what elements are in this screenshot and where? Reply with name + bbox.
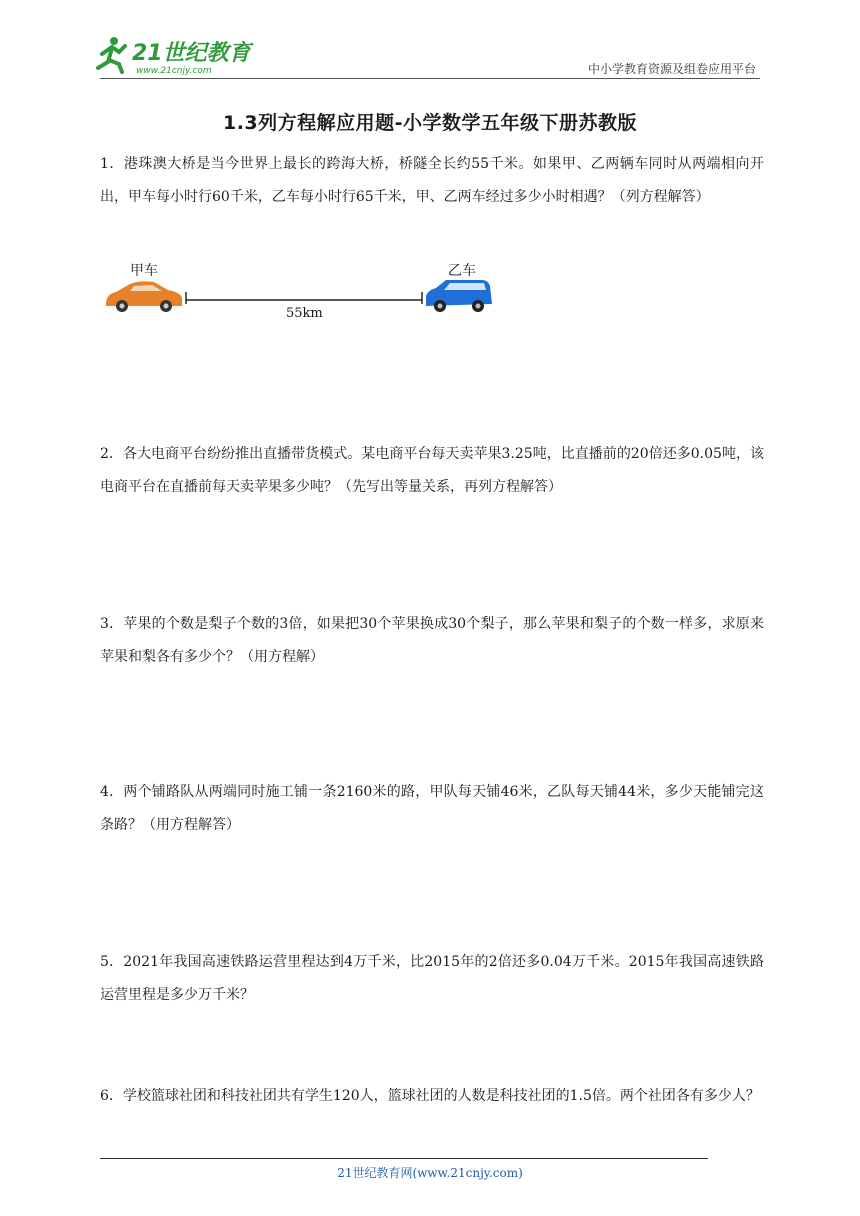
footer-divider: [100, 1158, 708, 1159]
blue-car-icon: [426, 280, 492, 312]
svg-text:21世纪教育: 21世纪教育: [132, 41, 251, 66]
question-3: 3．苹果的个数是梨子个数的3倍，如果把30个苹果换成30个梨子，那么苹果和梨子的个数一样多，求原来苹果和梨各有多少个？（用方程解）: [100, 616, 764, 665]
question-4: 4．两个铺路队从两端同时施工铺一条2160米的路，甲队每天铺46米，乙队每天铺44米，多少天能铺完这条路？（用方程解答）: [100, 784, 764, 833]
site-name: 中小学教育资源及组卷应用平台: [587, 62, 756, 76]
page-footer[interactable]: 21世纪教育网(www.21cnjy.com): [337, 1166, 523, 1180]
car-a-label: 甲车: [130, 263, 158, 279]
page-title: 1.3列方程解应用题-小学数学五年级下册苏教版: [222, 112, 638, 134]
distance-label: 55km: [286, 306, 323, 321]
svg-text:www.21cnjy.com: www.21cnjy.com: [136, 66, 212, 76]
question-1: 1．港珠澳大桥是当今世界上最长的跨海大桥，桥隧全长约55千米。如果甲、乙两辆车同时从两端相向开出，甲车每小时行60千米，乙车每小时行65千米，甲、乙两车经过多少小时相遇？（列方程解答）: [100, 156, 764, 205]
runner-icon: [98, 37, 125, 72]
question-5: 5．2021年我国高速铁路运营里程达到4万千米，比2015年的2倍还多0.04万千米。2015年我国高速铁路运营里程是多少万千米？: [100, 954, 764, 1003]
car-b-label: 乙车: [448, 263, 476, 279]
orange-car-icon: [106, 281, 182, 312]
distance-line: [186, 292, 422, 304]
question-2: 2．各大电商平台纷纷推出直播带货模式。某电商平台每天卖苹果3.25吨，比直播前的20倍还多0.05吨，该电商平台在直播前每天卖苹果多少吨？（先写出等量关系，再列方程解答）: [100, 446, 764, 495]
header-divider: [100, 78, 760, 79]
question-6: 6．学校篮球社团和科技社团共有学生120人，篮球社团的人数是科技社团的1.5倍。两个社团各有多少人？: [100, 1088, 760, 1104]
page-header: [0, 0, 860, 80]
site-logo: [92, 32, 262, 76]
car-diagram: [100, 258, 500, 328]
